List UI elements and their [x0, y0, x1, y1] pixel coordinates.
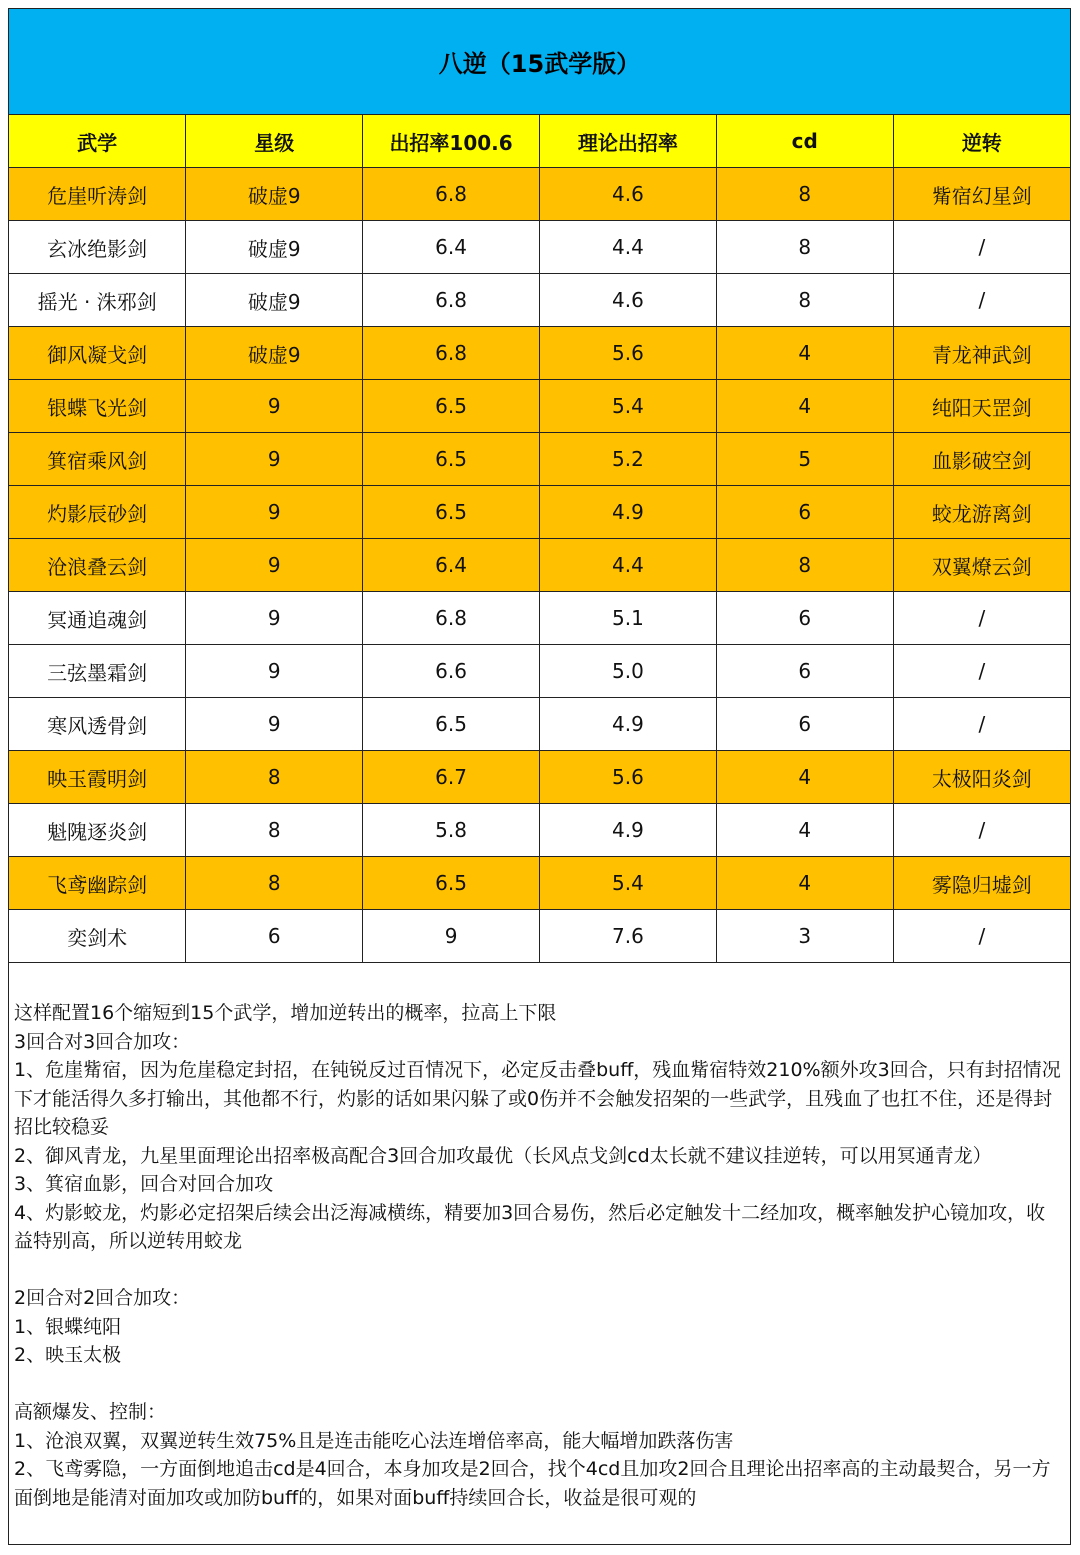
cell-theoretical-rate: 5.4	[539, 380, 716, 433]
cell-theoretical-rate: 4.4	[539, 539, 716, 592]
cell-move-rate: 6.8	[363, 592, 540, 645]
table-row	[9, 698, 1070, 751]
cell-cd: 6	[716, 698, 893, 751]
cell-theoretical-rate: 5.2	[539, 433, 716, 486]
table-row	[9, 486, 1070, 539]
cell-reversal: 太极阳炎剑	[893, 751, 1070, 804]
cell-move-rate: 5.8	[363, 804, 540, 857]
table-row	[9, 539, 1070, 592]
notes-section1-title: 3回合对3回合加攻：	[14, 1030, 191, 1053]
cell-star-level: 9	[186, 645, 363, 698]
notes-section1-item: 4、灼影蛟龙，灼影必定招架后续会出泛海减横练，精要加3回合易伤，然后必定触发十二经加攻，概率触发护心镜加攻，收益特别高，所以逆转用蛟龙	[14, 1201, 1046, 1252]
notes-section1-item: 3、箕宿血影，回合对回合加攻	[14, 1173, 274, 1195]
cell-move-rate: 6.6	[363, 645, 540, 698]
cell-reversal: 青龙神武剑	[893, 327, 1070, 380]
cell-theoretical-rate: 4.6	[539, 274, 716, 327]
cell-cd: 4	[716, 804, 893, 857]
cell-martial-art: 魁隗逐炎剑	[9, 804, 186, 857]
table-row	[9, 804, 1070, 857]
table-body	[9, 168, 1070, 963]
cell-reversal: 双翼燎云剑	[893, 539, 1070, 592]
notes-section	[9, 963, 1070, 1512]
table-row	[9, 168, 1070, 221]
notes-spacer	[14, 1370, 1064, 1399]
cell-star-level: 破虚9	[186, 168, 363, 221]
table-row	[9, 327, 1070, 380]
cell-martial-art: 映玉霞明剑	[9, 751, 186, 804]
cell-cd: 6	[716, 592, 893, 645]
cell-move-rate: 6.5	[363, 486, 540, 539]
martial-arts-table	[9, 115, 1070, 963]
header-cd: cd	[716, 115, 893, 168]
notes-section2-item: 2、映玉太极	[14, 1344, 122, 1366]
cell-move-rate: 6.5	[363, 698, 540, 751]
notes-section2-item: 1、银蝶纯阳	[14, 1315, 122, 1338]
table-row	[9, 592, 1070, 645]
notes-spacer	[14, 1256, 1064, 1285]
cell-martial-art: 银蝶飞光剑	[9, 380, 186, 433]
cell-cd: 8	[716, 274, 893, 327]
notes-section1-item: 1、危崖觜宿，因为危崖稳定封招，在钝锐反过百情况下，必定反击叠buff，残血觜宿特效210%额外攻3回合，只有封招情况下才能活得久多打输出，其他都不行，灼影的话如果闪躲了或0伤并不会触发招架的一些武学，且残血了也扛不住，还是得封招比较稳妥	[14, 1059, 1061, 1138]
cell-move-rate: 6.8	[363, 274, 540, 327]
cell-cd: 8	[716, 168, 893, 221]
header-star-level: 星级	[186, 115, 363, 168]
notes-section3-title: 高额爆发、控制：	[14, 1401, 167, 1423]
cell-star-level: 破虚9	[186, 221, 363, 274]
cell-reversal: /	[893, 645, 1070, 698]
cell-reversal: 血影破空剑	[893, 433, 1070, 486]
cell-theoretical-rate: 5.6	[539, 327, 716, 380]
notes-section1-item: 2、御风青龙，九星里面理论出招率极高配合3回合加攻最优（长风点戈剑cd太长就不建议挂逆转，可以用冥通青龙）	[14, 1144, 992, 1167]
cell-star-level: 6	[186, 910, 363, 963]
cell-theoretical-rate: 5.0	[539, 645, 716, 698]
cell-move-rate: 6.5	[363, 433, 540, 486]
cell-martial-art: 御风凝戈剑	[9, 327, 186, 380]
cell-cd: 8	[716, 221, 893, 274]
cell-reversal: /	[893, 910, 1070, 963]
page-title: 八逆（15武学版）	[9, 9, 1070, 115]
table-row	[9, 380, 1070, 433]
cell-theoretical-rate: 4.9	[539, 804, 716, 857]
cell-cd: 4	[716, 327, 893, 380]
cell-move-rate: 9	[363, 910, 540, 963]
cell-martial-art: 冥通追魂剑	[9, 592, 186, 645]
cell-theoretical-rate: 5.1	[539, 592, 716, 645]
cell-star-level: 9	[186, 698, 363, 751]
cell-theoretical-rate: 4.9	[539, 486, 716, 539]
table-header-row	[9, 115, 1070, 168]
table-row	[9, 645, 1070, 698]
cell-theoretical-rate: 4.9	[539, 698, 716, 751]
cell-move-rate: 6.5	[363, 857, 540, 910]
cell-cd: 4	[716, 857, 893, 910]
cell-move-rate: 6.4	[363, 221, 540, 274]
cell-star-level: 9	[186, 433, 363, 486]
cell-reversal: 纯阳天罡剑	[893, 380, 1070, 433]
cell-martial-art: 危崖听涛剑	[9, 168, 186, 221]
cell-move-rate: 6.8	[363, 327, 540, 380]
header-martial-art: 武学	[9, 115, 186, 168]
cell-theoretical-rate: 5.4	[539, 857, 716, 910]
cell-martial-art: 箕宿乘风剑	[9, 433, 186, 486]
cell-cd: 4	[716, 751, 893, 804]
cell-star-level: 8	[186, 857, 363, 910]
cell-star-level: 8	[186, 804, 363, 857]
cell-reversal: /	[893, 274, 1070, 327]
table-row	[9, 751, 1070, 804]
cell-theoretical-rate: 7.6	[539, 910, 716, 963]
cell-move-rate: 6.7	[363, 751, 540, 804]
cell-cd: 6	[716, 645, 893, 698]
spreadsheet	[8, 8, 1071, 1545]
cell-reversal: 雾隐归墟剑	[893, 857, 1070, 910]
table-row	[9, 910, 1070, 963]
cell-cd: 4	[716, 380, 893, 433]
cell-martial-art: 摇光 · 洙邪剑	[9, 274, 186, 327]
cell-martial-art: 飞鸢幽踪剑	[9, 857, 186, 910]
cell-martial-art: 灼影辰砂剑	[9, 486, 186, 539]
cell-reversal: /	[893, 592, 1070, 645]
notes-section3-item: 1、沧浪双翼，双翼逆转生效75%且是连击能吃心法连增倍率高，能大幅增加跌落伤害	[14, 1429, 734, 1452]
cell-martial-art: 玄冰绝影剑	[9, 221, 186, 274]
notes-section3-item: 2、飞鸢雾隐，一方面倒地追击cd是4回合，本身加攻是2回合，找个4cd且加攻2回合且理论出招率高的主动最契合，另一方面倒地是能清对面加攻或加防buff的，如果对面buff持续回合长，收益是很可观的	[14, 1458, 1051, 1509]
notes-section2-title: 2回合对2回合加攻：	[14, 1287, 191, 1309]
cell-martial-art: 三弦墨霜剑	[9, 645, 186, 698]
cell-martial-art: 奕剑术	[9, 910, 186, 963]
cell-star-level: 9	[186, 486, 363, 539]
header-theoretical-rate: 理论出招率	[539, 115, 716, 168]
cell-reversal: /	[893, 698, 1070, 751]
cell-martial-art: 沧浪叠云剑	[9, 539, 186, 592]
cell-move-rate: 6.4	[363, 539, 540, 592]
table-row	[9, 274, 1070, 327]
cell-move-rate: 6.5	[363, 380, 540, 433]
cell-star-level: 破虚9	[186, 274, 363, 327]
cell-reversal: /	[893, 804, 1070, 857]
cell-star-level: 破虚9	[186, 327, 363, 380]
cell-move-rate: 6.8	[363, 168, 540, 221]
cell-martial-art: 寒风透骨剑	[9, 698, 186, 751]
cell-reversal: 蛟龙游离剑	[893, 486, 1070, 539]
table-row	[9, 433, 1070, 486]
cell-star-level: 9	[186, 539, 363, 592]
header-move-rate: 出招率100.6	[363, 115, 540, 168]
notes-intro: 这样配置16个缩短到15个武学，增加逆转出的概率，拉高上下限	[14, 1002, 557, 1024]
header-reversal: 逆转	[893, 115, 1070, 168]
cell-theoretical-rate: 4.4	[539, 221, 716, 274]
cell-reversal: /	[893, 221, 1070, 274]
cell-cd: 5	[716, 433, 893, 486]
cell-reversal: 觜宿幻星剑	[893, 168, 1070, 221]
cell-star-level: 9	[186, 592, 363, 645]
cell-theoretical-rate: 4.6	[539, 168, 716, 221]
cell-theoretical-rate: 5.6	[539, 751, 716, 804]
cell-cd: 8	[716, 539, 893, 592]
table-row	[9, 221, 1070, 274]
cell-star-level: 8	[186, 751, 363, 804]
cell-star-level: 9	[186, 380, 363, 433]
cell-cd: 6	[716, 486, 893, 539]
cell-cd: 3	[716, 910, 893, 963]
table-row	[9, 857, 1070, 910]
